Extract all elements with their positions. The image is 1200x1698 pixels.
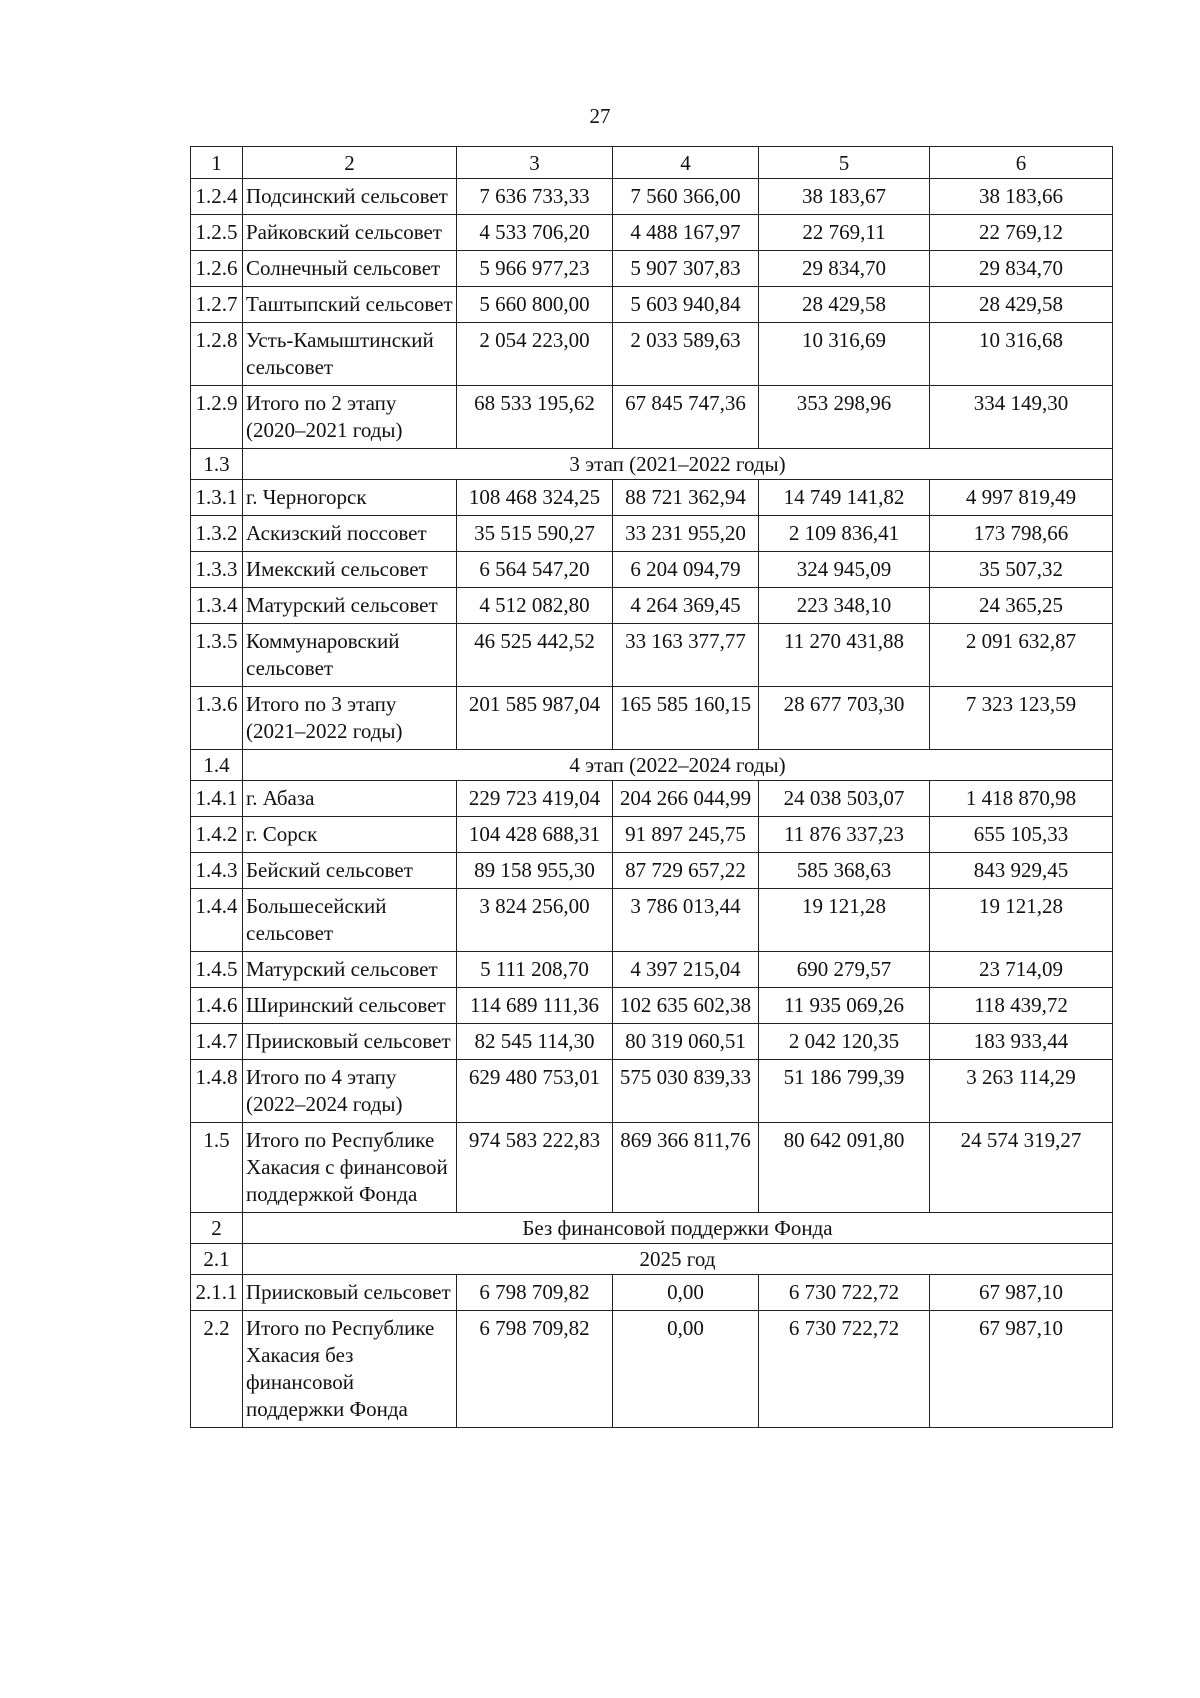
table-row (191, 323, 1113, 386)
row-number: 1.4.6 (191, 988, 243, 1024)
municipality-name: Матурский сельсовет (243, 588, 457, 624)
value-col-6: 38 183,66 (930, 179, 1113, 215)
municipality-name: Большесейский сельсовет (243, 889, 457, 952)
value-col-4: 869 366 811,76 (613, 1123, 759, 1213)
row-number: 1.3.1 (191, 480, 243, 516)
value-col-3: 108 468 324,25 (457, 480, 613, 516)
value-col-5: 51 186 799,39 (759, 1060, 930, 1123)
value-col-5: 11 876 337,23 (759, 817, 930, 853)
value-col-6: 118 439,72 (930, 988, 1113, 1024)
municipality-name: г. Абаза (243, 781, 457, 817)
table-row (191, 952, 1113, 988)
value-col-3: 4 533 706,20 (457, 215, 613, 251)
municipality-name: Солнечный сельсовет (243, 251, 457, 287)
table-header-row (191, 147, 1113, 179)
value-col-5: 11 270 431,88 (759, 624, 930, 687)
row-number: 1.4.1 (191, 781, 243, 817)
value-col-4: 80 319 060,51 (613, 1024, 759, 1060)
table-row (191, 1311, 1113, 1428)
row-number: 1.3 (191, 449, 243, 480)
table-row (191, 853, 1113, 889)
municipality-name: Итого по 2 этапу (2020–2021 годы) (243, 386, 457, 449)
municipality-name: Имекский сельсовет (243, 552, 457, 588)
value-col-4: 33 231 955,20 (613, 516, 759, 552)
value-col-5: 6 730 722,72 (759, 1275, 930, 1311)
value-col-6: 67 987,10 (930, 1311, 1113, 1428)
row-number: 1.4.4 (191, 889, 243, 952)
row-number: 1.3.3 (191, 552, 243, 588)
value-col-3: 3 824 256,00 (457, 889, 613, 952)
table-row (191, 552, 1113, 588)
value-col-3: 2 054 223,00 (457, 323, 613, 386)
value-col-3: 6 564 547,20 (457, 552, 613, 588)
municipality-name: Приисковый сельсовет (243, 1275, 457, 1311)
value-col-6: 35 507,32 (930, 552, 1113, 588)
row-number: 1.4.3 (191, 853, 243, 889)
table-row (191, 179, 1113, 215)
municipality-name: Итого по Республике Хакасия с финансовой поддержкой Фонда (243, 1123, 457, 1213)
value-col-5: 2 042 120,35 (759, 1024, 930, 1060)
value-col-4: 91 897 245,75 (613, 817, 759, 853)
value-col-3: 5 660 800,00 (457, 287, 613, 323)
header-cell: 1 (191, 147, 243, 179)
municipality-name: г. Сорск (243, 817, 457, 853)
value-col-5: 24 038 503,07 (759, 781, 930, 817)
table-row (191, 889, 1113, 952)
page-number: 27 (589, 104, 611, 128)
value-col-5: 19 121,28 (759, 889, 930, 952)
value-col-5: 29 834,70 (759, 251, 930, 287)
value-col-6: 173 798,66 (930, 516, 1113, 552)
value-col-4: 6 204 094,79 (613, 552, 759, 588)
value-col-3: 629 480 753,01 (457, 1060, 613, 1123)
value-col-3: 35 515 590,27 (457, 516, 613, 552)
value-col-3: 6 798 709,82 (457, 1311, 613, 1428)
table-row (191, 1275, 1113, 1311)
municipality-name: Усть-Камыштинский сельсовет (243, 323, 457, 386)
row-number: 1.2.5 (191, 215, 243, 251)
value-col-6: 7 323 123,59 (930, 687, 1113, 750)
value-col-6: 24 574 319,27 (930, 1123, 1113, 1213)
value-col-3: 229 723 419,04 (457, 781, 613, 817)
section-title: 4 этап (2022–2024 годы) (243, 750, 1113, 781)
value-col-4: 5 907 307,83 (613, 251, 759, 287)
value-col-6: 19 121,28 (930, 889, 1113, 952)
value-col-5: 324 945,09 (759, 552, 930, 588)
value-col-5: 80 642 091,80 (759, 1123, 930, 1213)
table-row (191, 480, 1113, 516)
value-col-6: 334 149,30 (930, 386, 1113, 449)
row-number: 2.1 (191, 1244, 243, 1275)
value-col-3: 82 545 114,30 (457, 1024, 613, 1060)
header-cell: 6 (930, 147, 1113, 179)
value-col-3: 104 428 688,31 (457, 817, 613, 853)
value-col-4: 204 266 044,99 (613, 781, 759, 817)
value-col-6: 3 263 114,29 (930, 1060, 1113, 1123)
table-row (191, 386, 1113, 449)
budget-table (190, 146, 1113, 1428)
municipality-name: Подсинский сельсовет (243, 179, 457, 215)
value-col-6: 2 091 632,87 (930, 624, 1113, 687)
value-col-4: 575 030 839,33 (613, 1060, 759, 1123)
value-col-5: 38 183,67 (759, 179, 930, 215)
table-row (191, 516, 1113, 552)
value-col-5: 22 769,11 (759, 215, 930, 251)
value-col-4: 4 397 215,04 (613, 952, 759, 988)
value-col-5: 353 298,96 (759, 386, 930, 449)
row-number: 1.2.4 (191, 179, 243, 215)
value-col-5: 6 730 722,72 (759, 1311, 930, 1428)
municipality-name: Итого по Республике Хакасия без финансовой поддержки Фонда (243, 1311, 457, 1428)
row-number: 2 (191, 1213, 243, 1244)
row-number: 1.3.5 (191, 624, 243, 687)
value-col-6: 22 769,12 (930, 215, 1113, 251)
value-col-6: 843 929,45 (930, 853, 1113, 889)
row-number: 1.3.2 (191, 516, 243, 552)
value-col-5: 223 348,10 (759, 588, 930, 624)
value-col-6: 10 316,68 (930, 323, 1113, 386)
value-col-6: 1 418 870,98 (930, 781, 1113, 817)
value-col-6: 23 714,09 (930, 952, 1113, 988)
value-col-5: 28 429,58 (759, 287, 930, 323)
table-row (191, 1123, 1113, 1213)
section-row (191, 1213, 1113, 1244)
row-number: 1.4.2 (191, 817, 243, 853)
value-col-4: 0,00 (613, 1275, 759, 1311)
table-row (191, 215, 1113, 251)
value-col-3: 5 111 208,70 (457, 952, 613, 988)
value-col-4: 7 560 366,00 (613, 179, 759, 215)
row-number: 2.1.1 (191, 1275, 243, 1311)
row-number: 1.5 (191, 1123, 243, 1213)
table-row (191, 624, 1113, 687)
row-number: 1.4.5 (191, 952, 243, 988)
municipality-name: Аскизский поссовет (243, 516, 457, 552)
municipality-name: Матурский сельсовет (243, 952, 457, 988)
header-cell: 4 (613, 147, 759, 179)
row-number: 1.4 (191, 750, 243, 781)
value-col-6: 29 834,70 (930, 251, 1113, 287)
municipality-name: г. Черногорск (243, 480, 457, 516)
section-title: 3 этап (2021–2022 годы) (243, 449, 1113, 480)
municipality-name: Райковский сельсовет (243, 215, 457, 251)
value-col-4: 102 635 602,38 (613, 988, 759, 1024)
value-col-3: 201 585 987,04 (457, 687, 613, 750)
table-row (191, 687, 1113, 750)
table-row (191, 988, 1113, 1024)
value-col-4: 0,00 (613, 1311, 759, 1428)
value-col-6: 24 365,25 (930, 588, 1113, 624)
value-col-3: 114 689 111,36 (457, 988, 613, 1024)
value-col-4: 2 033 589,63 (613, 323, 759, 386)
value-col-3: 4 512 082,80 (457, 588, 613, 624)
row-number: 2.2 (191, 1311, 243, 1428)
table-row (191, 1060, 1113, 1123)
municipality-name: Коммунаровский сельсовет (243, 624, 457, 687)
value-col-6: 655 105,33 (930, 817, 1113, 853)
section-row (191, 1244, 1113, 1275)
row-number: 1.2.8 (191, 323, 243, 386)
row-number: 1.2.6 (191, 251, 243, 287)
value-col-5: 690 279,57 (759, 952, 930, 988)
value-col-4: 165 585 160,15 (613, 687, 759, 750)
section-row (191, 449, 1113, 480)
row-number: 1.2.7 (191, 287, 243, 323)
row-number: 1.3.4 (191, 588, 243, 624)
value-col-5: 10 316,69 (759, 323, 930, 386)
value-col-4: 87 729 657,22 (613, 853, 759, 889)
value-col-6: 183 933,44 (930, 1024, 1113, 1060)
value-col-4: 3 786 013,44 (613, 889, 759, 952)
value-col-5: 585 368,63 (759, 853, 930, 889)
value-col-6: 67 987,10 (930, 1275, 1113, 1311)
municipality-name: Ширинский сельсовет (243, 988, 457, 1024)
municipality-name: Итого по 4 этапу (2022–2024 годы) (243, 1060, 457, 1123)
table-row (191, 817, 1113, 853)
value-col-3: 6 798 709,82 (457, 1275, 613, 1311)
municipality-name: Таштыпский сельсовет (243, 287, 457, 323)
value-col-4: 5 603 940,84 (613, 287, 759, 323)
table-row (191, 251, 1113, 287)
table-row (191, 1024, 1113, 1060)
value-col-6: 4 997 819,49 (930, 480, 1113, 516)
header-cell: 3 (457, 147, 613, 179)
section-row (191, 750, 1113, 781)
value-col-4: 4 264 369,45 (613, 588, 759, 624)
value-col-5: 2 109 836,41 (759, 516, 930, 552)
value-col-3: 46 525 442,52 (457, 624, 613, 687)
value-col-5: 28 677 703,30 (759, 687, 930, 750)
header-cell: 5 (759, 147, 930, 179)
section-title: Без финансовой поддержки Фонда (243, 1213, 1113, 1244)
row-number: 1.4.8 (191, 1060, 243, 1123)
row-number: 1.4.7 (191, 1024, 243, 1060)
value-col-3: 5 966 977,23 (457, 251, 613, 287)
value-col-4: 33 163 377,77 (613, 624, 759, 687)
row-number: 1.3.6 (191, 687, 243, 750)
table-row (191, 781, 1113, 817)
value-col-3: 68 533 195,62 (457, 386, 613, 449)
value-col-4: 4 488 167,97 (613, 215, 759, 251)
value-col-3: 7 636 733,33 (457, 179, 613, 215)
header-cell: 2 (243, 147, 457, 179)
municipality-name: Приисковый сельсовет (243, 1024, 457, 1060)
value-col-4: 67 845 747,36 (613, 386, 759, 449)
value-col-4: 88 721 362,94 (613, 480, 759, 516)
value-col-5: 14 749 141,82 (759, 480, 930, 516)
municipality-name: Итого по 3 этапу (2021–2022 годы) (243, 687, 457, 750)
value-col-5: 11 935 069,26 (759, 988, 930, 1024)
section-title: 2025 год (243, 1244, 1113, 1275)
value-col-3: 89 158 955,30 (457, 853, 613, 889)
table-row (191, 588, 1113, 624)
municipality-name: Бейский сельсовет (243, 853, 457, 889)
value-col-6: 28 429,58 (930, 287, 1113, 323)
value-col-3: 974 583 222,83 (457, 1123, 613, 1213)
table-row (191, 287, 1113, 323)
row-number: 1.2.9 (191, 386, 243, 449)
